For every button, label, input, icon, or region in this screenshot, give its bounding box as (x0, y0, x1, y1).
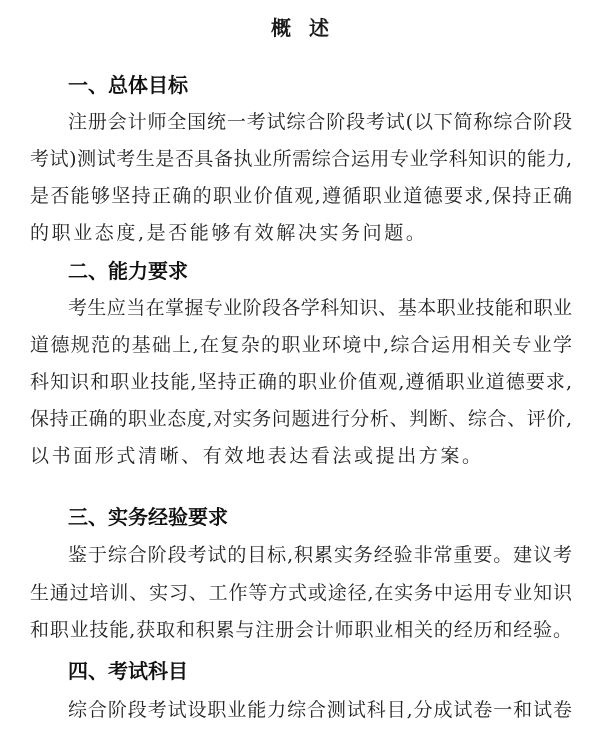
section-heading-practical-experience: 三、实务经验要求 (68, 505, 228, 529)
paragraph-line: 和职业技能,获取和积累与注册会计师职业相关的经历和经验。 (30, 619, 572, 641)
paragraph-line: 注册会计师全国统一考试综合阶段考试(以下简称综合阶段 (68, 111, 572, 133)
paragraph-line: 的职业态度,是否能够有效解决实务问题。 (30, 222, 428, 244)
paragraph-line: 是否能够坚持正确的职业价值观,遵循职业道德要求,保持正确 (30, 185, 572, 207)
paragraph-line: 考试)测试考生是否具备执业所需综合运用专业学科知识的能力, (30, 148, 572, 170)
paragraph-line: 道德规范的基础上,在复杂的职业环境中,综合运用相关专业学 (30, 334, 572, 356)
paragraph-line: 考生应当在掌握专业阶段各学科知识、基本职业技能和职业 (68, 297, 572, 319)
paragraph-line: 保持正确的职业态度,对实务问题进行分析、判断、综合、评价, (30, 408, 572, 430)
paragraph-line: 以书面形式清晰、有效地表达看法或提出方案。 (30, 445, 484, 467)
paragraph-line: 综合阶段考试设职业能力综合测试科目,分成试卷一和试卷 (68, 699, 572, 721)
section-heading-exam-subjects: 四、考试科目 (68, 659, 188, 683)
section-heading-ability-requirements: 二、能力要求 (68, 259, 188, 283)
paragraph-line: 生通过培训、实习、工作等方式或途径,在实务中运用专业知识 (30, 582, 572, 604)
paragraph-line: 科知识和职业技能,坚持正确的职业价值观,遵循职业道德要求, (30, 371, 572, 393)
document-title: 概述 (271, 16, 347, 40)
section-heading-overall-goal: 一、总体目标 (68, 73, 188, 97)
paragraph-line: 鉴于综合阶段考试的目标,积累实务经验非常重要。建议考 (68, 544, 572, 566)
